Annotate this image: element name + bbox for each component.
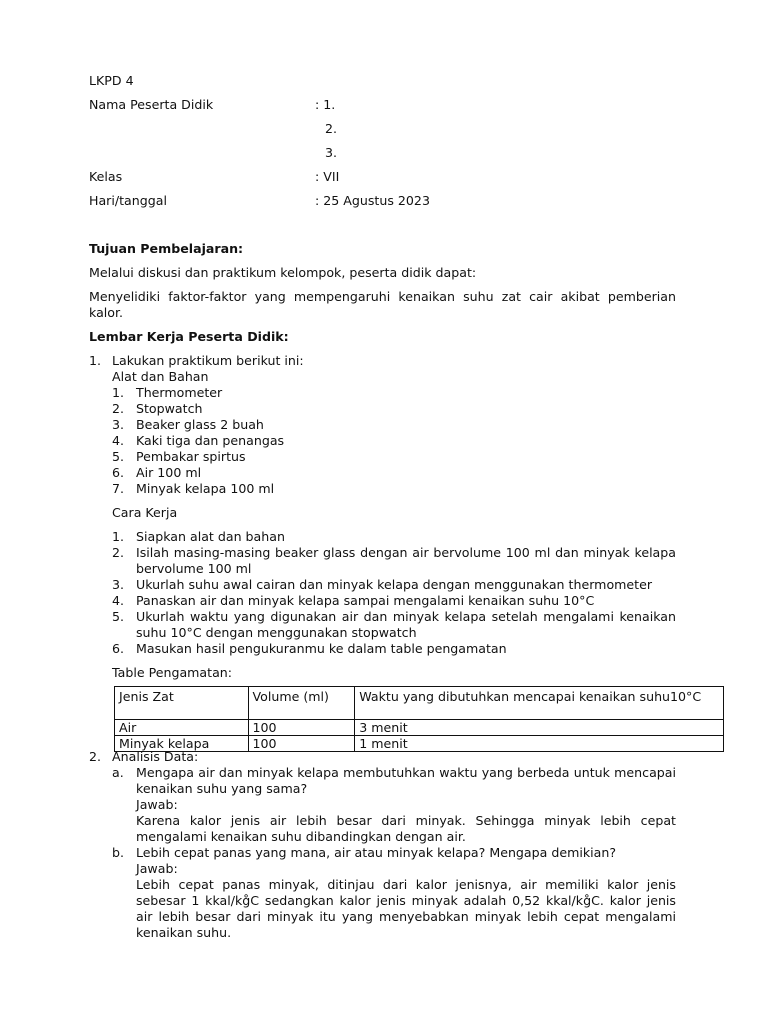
- procedure-number: 1.: [112, 529, 125, 544]
- procedure-number: 4.: [112, 593, 125, 608]
- answer-label: Jawab:: [136, 797, 178, 812]
- name-value-2: 2.: [325, 121, 338, 136]
- list-item: 4. Kaki tiga dan penangas: [112, 433, 285, 448]
- step1-label: Lakukan praktikum berikut ini:: [112, 353, 304, 368]
- worksheet-heading: Lembar Kerja Peserta Didik:: [89, 329, 289, 344]
- question-text: Lebih cepat panas yang mana, air atau minyak kelapa? Mengapa demikian?: [136, 845, 617, 860]
- table-cell: Minyak kelapa: [115, 736, 249, 752]
- table-row: [115, 736, 724, 752]
- table-row: [115, 720, 724, 736]
- list-item: 2. Stopwatch: [112, 401, 203, 416]
- answer-text: Lebih cepat panas minyak, ditinjau dari kalor jenisnya, air memiliki kalor jenis sebesar 1 kkal/kg̊C sedangkan kalor jenis minyak adalah 0,52 kkal/kg̊C. kalor jenis air lebih besar dari minyak itu yang menyebabkan minyak lebih cepat mengalami kenaikan suhu.: [136, 877, 676, 940]
- name-label: Nama Peserta Didik: [89, 97, 214, 112]
- procedure-step: Ukurlah waktu yang digunakan air dan minyak kelapa setelah mengalami kenaikan suhu 10°C dengan menggunakan stopwatch: [136, 609, 676, 640]
- column-header: Jenis Zat: [115, 687, 249, 720]
- procedure-number: 3.: [112, 577, 125, 592]
- step1-number: 1.: [89, 353, 102, 368]
- table-cell: 1 menit: [355, 736, 724, 752]
- answer-label: Jawab:: [136, 861, 178, 876]
- list-item: 7. Minyak kelapa 100 ml: [112, 481, 275, 496]
- step2-number: 2.: [89, 749, 102, 764]
- column-header: Volume (ml): [248, 687, 355, 720]
- column-header: Waktu yang dibutuhkan mencapai kenaikan suhu10°C: [355, 687, 724, 720]
- procedure-step: Ukurlah suhu awal cairan dan minyak kelapa dengan menggunakan thermometer: [136, 577, 653, 592]
- date-value: : 25 Agustus 2023: [315, 193, 430, 208]
- table-heading: Table Pengamatan:: [112, 665, 233, 680]
- table-header-row: [115, 687, 724, 720]
- question-text: Mengapa air dan minyak kelapa membutuhkan waktu yang berbeda untuk mencapai kenaikan suhu yang sama?: [136, 765, 676, 796]
- procedure-number: 6.: [112, 641, 125, 656]
- procedure-step: Isilah masing-masing beaker glass dengan air bervolume 100 ml dan minyak kelapa bervolume 100 ml: [136, 545, 676, 576]
- table-cell: 100: [248, 736, 355, 752]
- objective-heading: Tujuan Pembelajaran:: [89, 241, 244, 256]
- date-label: Hari/tanggal: [89, 193, 167, 208]
- table-cell: 3 menit: [355, 720, 724, 736]
- materials-heading: Alat dan Bahan: [112, 369, 209, 384]
- objective-intro: Melalui diskusi dan praktikum kelompok, peserta didik dapat:: [89, 265, 477, 280]
- objective-text: Menyelidiki faktor-faktor yang mempengaruhi kenaikan suhu zat cair akibat pemberian kalor.: [89, 289, 676, 320]
- name-value-3: 3.: [325, 145, 338, 160]
- page-title: LKPD 4: [89, 73, 134, 88]
- procedure-number: 2.: [112, 545, 125, 560]
- step2-label: Analisis Data:: [112, 749, 199, 764]
- class-label: Kelas: [89, 169, 123, 184]
- procedure-heading: Cara Kerja: [112, 505, 178, 520]
- answer-text: Karena kalor jenis air lebih besar dari minyak. Sehingga minyak lebih cepat mengalami kenaikan suhu dibandingkan dengan air.: [136, 813, 676, 844]
- list-item: 3. Beaker glass 2 buah: [112, 417, 264, 432]
- list-item: 6. Air 100 ml: [112, 465, 202, 480]
- procedure-step: Masukan hasil pengukuranmu ke dalam table pengamatan: [136, 641, 507, 656]
- question-letter: b.: [112, 845, 124, 860]
- procedure-number: 5.: [112, 609, 125, 624]
- name-value-1: : 1.: [315, 97, 336, 112]
- table-cell: Air: [115, 720, 249, 736]
- procedure-step: Panaskan air dan minyak kelapa sampai mengalami kenaikan suhu 10°C: [136, 593, 595, 608]
- observation-table: [114, 686, 724, 752]
- procedure-step: Siapkan alat dan bahan: [136, 529, 285, 544]
- class-value: : VII: [315, 169, 340, 184]
- question-letter: a.: [112, 765, 124, 780]
- list-item: 5. Pembakar spirtus: [112, 449, 246, 464]
- table-cell: 100: [248, 720, 355, 736]
- list-item: 1. Thermometer: [112, 385, 223, 400]
